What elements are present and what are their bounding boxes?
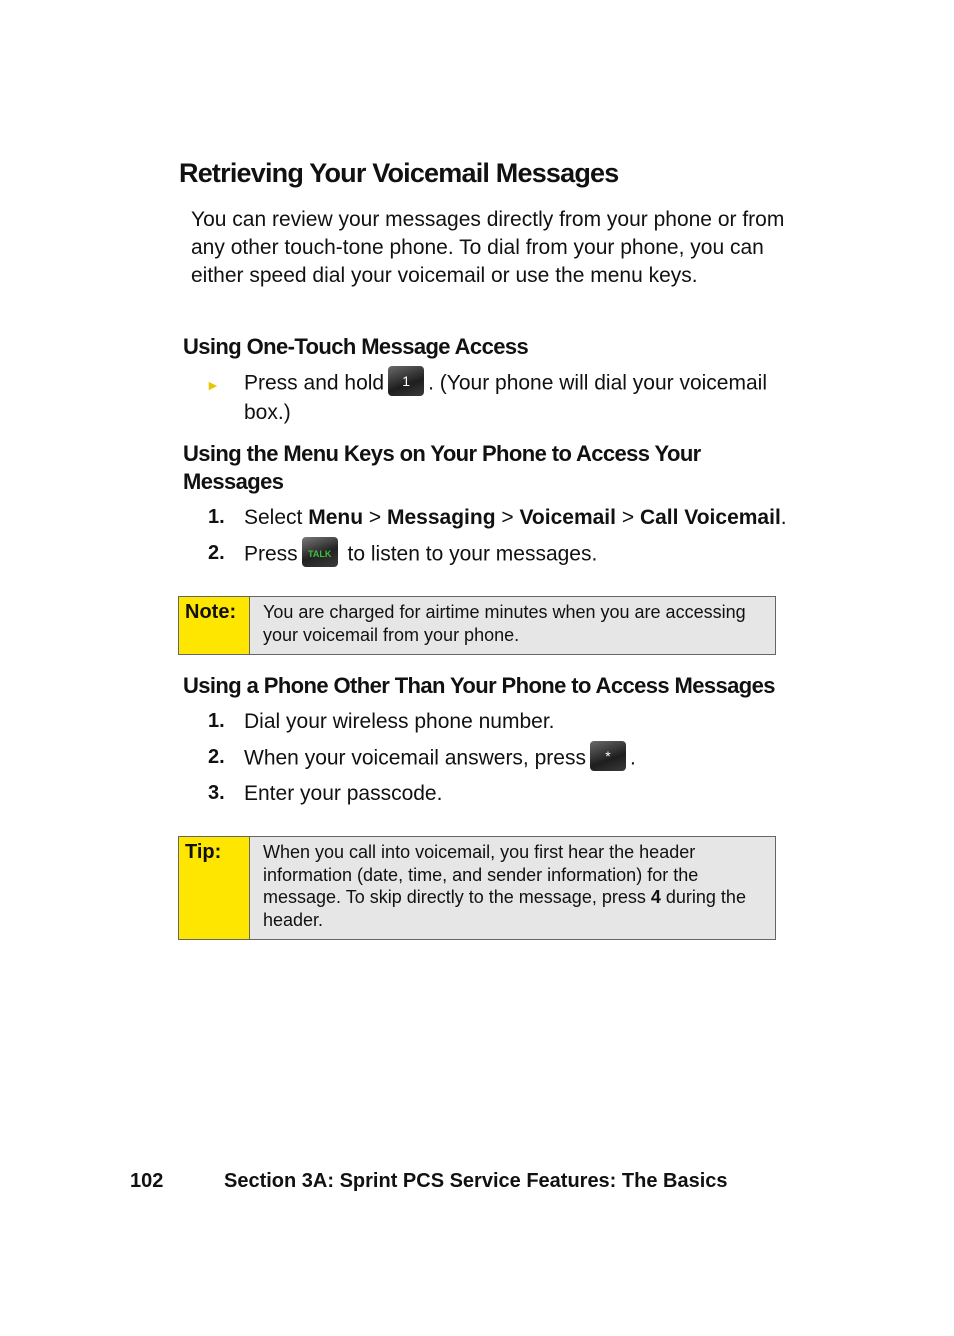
step-select-menu: Select Menu > Messaging > Voicemail > Call Voicemail.	[244, 506, 787, 529]
step-dial-number: Dial your wireless phone number.	[244, 710, 555, 733]
step-number: 1.	[208, 710, 225, 732]
intro-paragraph: You can review your messages directly from your phone or from any other touch-tone phone. To dial from your phone, you can either speed dial your voicemail or use the menu keys.	[191, 208, 785, 287]
step-number: 3.	[208, 782, 225, 804]
note-text: You are charged for airtime minutes when you are accessing your voicemail from your phone.	[263, 602, 746, 645]
bullet-arrow-icon: ►	[206, 377, 220, 393]
page-number: 102	[130, 1170, 164, 1192]
step-number: 1.	[208, 506, 225, 528]
key-4: 4	[650, 887, 661, 907]
section-heading-other-phone: Using a Phone Other Than Your Phone to Access Messages	[183, 673, 775, 698]
note-box	[178, 596, 776, 655]
section-heading-menu-keys: Using the Menu Keys on Your Phone to Access Your Messages	[183, 441, 701, 494]
star-key-icon: *	[590, 741, 626, 771]
step-press-talk: Press TALK to listen to your messages.	[244, 540, 597, 570]
section-heading-one-touch: Using One-Touch Message Access	[183, 334, 529, 359]
talk-key-icon: TALK	[302, 537, 338, 567]
step-enter-passcode: Enter your passcode.	[244, 782, 443, 805]
key-1-icon: 1	[388, 366, 424, 396]
tip-box	[178, 836, 776, 940]
page-title: Retrieving Your Voicemail Messages	[179, 158, 619, 188]
step-number: 2.	[208, 542, 225, 564]
step-number: 2.	[208, 746, 225, 768]
footer-section-title: Section 3A: Sprint PCS Service Features: The Basics	[224, 1170, 728, 1192]
step-press-star: When your voicemail answers, press * .	[244, 744, 636, 774]
tip-label: Tip:	[179, 837, 250, 939]
tip-text: When you call into voicemail, you first hear the header information (date, time, and sender information) for the message. To skip directly to the message, press 4 during the header.	[263, 842, 746, 930]
bullet-item-press-hold: Press and hold 1 . (Your phone will dial your voicemail box.)	[244, 369, 804, 426]
note-label: Note:	[179, 597, 250, 654]
